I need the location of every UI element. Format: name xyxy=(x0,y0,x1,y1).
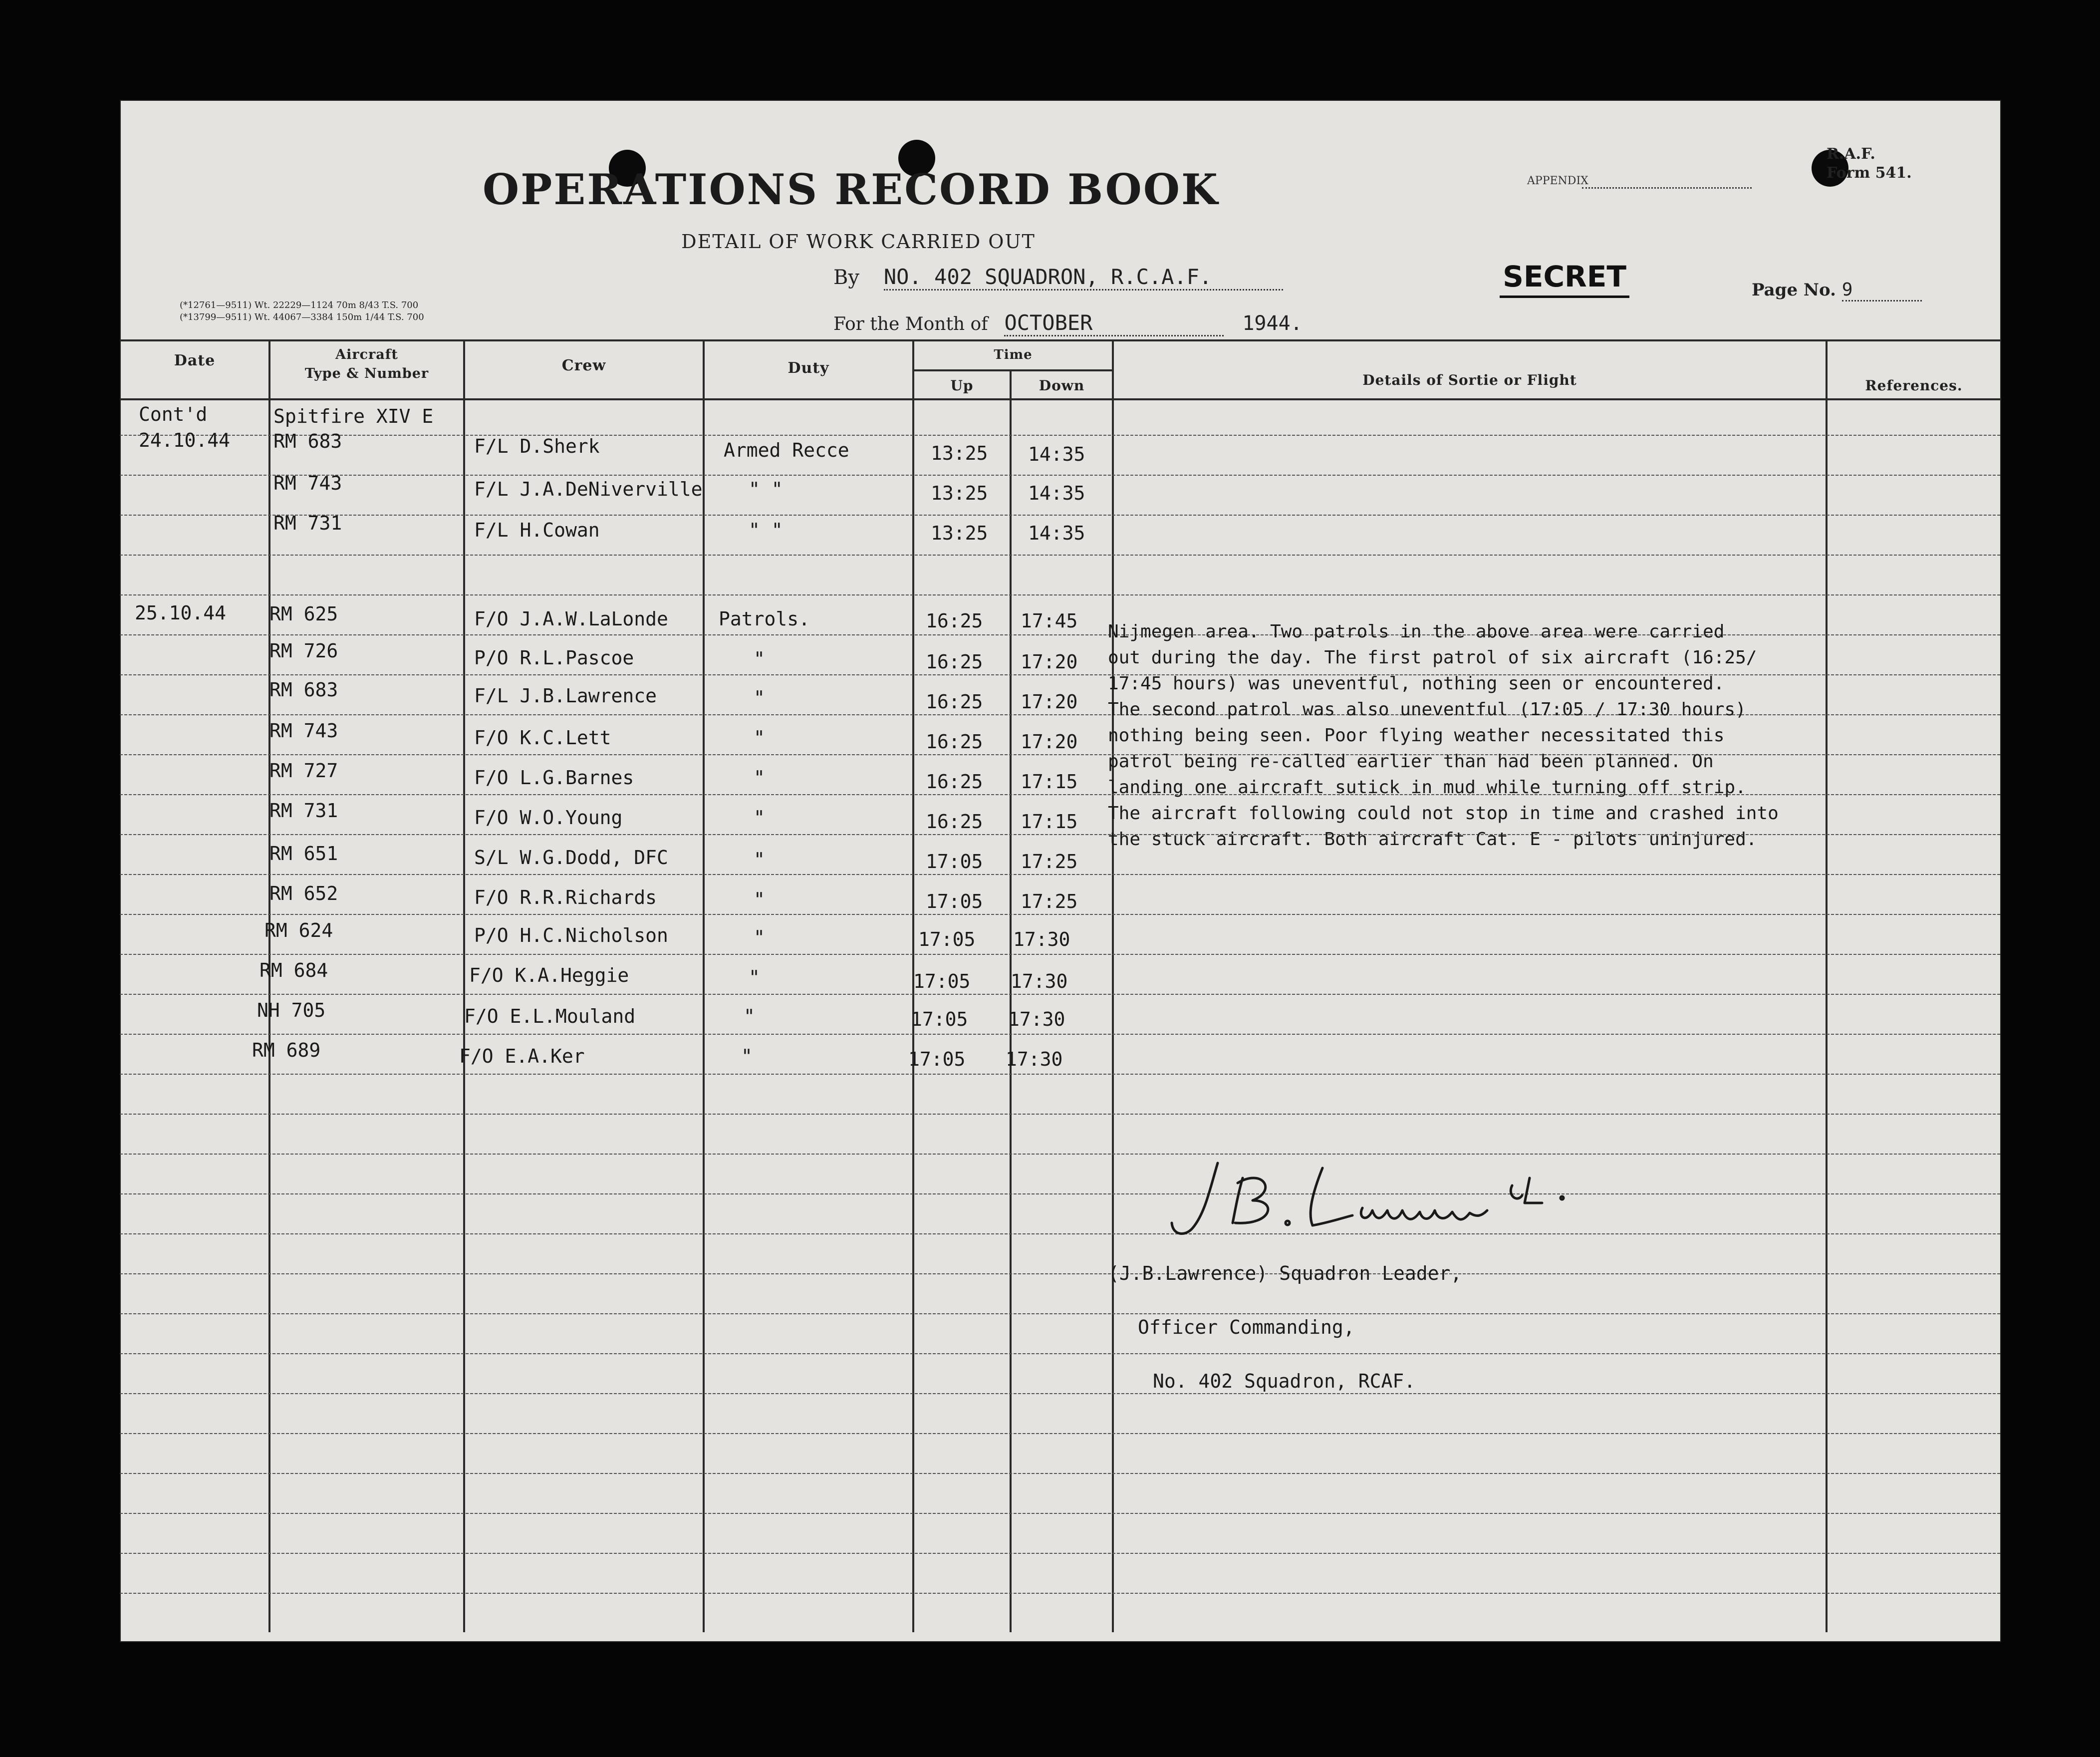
form-reference-line2: Form 541. xyxy=(1827,164,1912,182)
time-down-cell: 17:20 xyxy=(1021,731,1078,753)
time-down-cell: 17:25 xyxy=(1021,890,1078,912)
duty-cell: " xyxy=(754,687,765,709)
aircraft-cell: RM 731 xyxy=(269,800,338,822)
crew-cell: F/L J.B.Lawrence xyxy=(474,685,657,707)
duty-cell: " xyxy=(744,1005,755,1027)
duty-cell: " xyxy=(754,926,765,948)
month-value: OCTOBER xyxy=(1004,310,1224,336)
date-cell: 24.10.44 xyxy=(139,429,231,451)
duty-cell: " xyxy=(754,849,765,871)
sortie-details: Nijmegen area. Two patrols in the above area were carried out during the day. The first patrol of six aircraft (16:25/ 17:45 hours) was uneventful, nothing seen or encountered. The second patrol was also uneventful (17:05 / 17:30 hours) nothing being seen. Poor flying weather necessitated this patrol being re-called earlier than had been planned. On landing one aircraft sutick in mud while turning off strip. The aircraft following could not stop in time and crashed into the stuck aircraft. Both aircraft Cat. E - pilots uninjured. xyxy=(1108,621,1779,850)
aircraft-cell: RM 683 xyxy=(269,679,338,701)
duty-cell: Patrols. xyxy=(719,608,810,630)
time-up-cell: 16:25 xyxy=(926,691,983,713)
time-down-cell: 17:30 xyxy=(1013,928,1070,950)
crew-cell: P/O H.C.Nicholson xyxy=(474,924,668,946)
aircraft-cell: RM 743 xyxy=(269,720,338,742)
aircraft-cell: NH 705 xyxy=(257,999,326,1021)
time-up-cell: 17:05 xyxy=(918,928,976,950)
duty-cell: " xyxy=(754,807,765,829)
column-header-duty: Duty xyxy=(788,359,829,377)
aircraft-cell: RM 743 xyxy=(273,472,342,494)
crew-cell: F/O E.A.Ker xyxy=(459,1045,585,1067)
crew-cell: F/O J.A.W.LaLonde xyxy=(474,608,668,630)
aircraft-cell: RM 684 xyxy=(260,959,328,981)
time-up-cell: 17:05 xyxy=(926,851,983,873)
crew-cell: F/O K.C.Lett xyxy=(474,727,611,749)
page-subtitle: DETAIL OF WORK CARRIED OUT xyxy=(681,231,1036,253)
time-up-cell: 13:25 xyxy=(931,482,988,504)
column-header-time: Time xyxy=(994,347,1033,362)
time-up-cell: 17:05 xyxy=(911,1008,968,1030)
month-label: For the Month of xyxy=(833,314,988,334)
aircraft-cell: RM 683 xyxy=(273,430,342,452)
aircraft-cell: RM 651 xyxy=(269,843,338,865)
by-label: By xyxy=(833,266,859,289)
signatory-unit: No. 402 Squadron, RCAF. xyxy=(1153,1370,1416,1392)
appendix-label: APPENDIX xyxy=(1527,175,1588,187)
date-cell: 25.10.44 xyxy=(135,602,227,624)
form-reference-line1: R.A.F. xyxy=(1827,145,1875,163)
time-up-cell: 17:05 xyxy=(926,890,983,912)
time-up-cell: 13:25 xyxy=(931,442,988,464)
time-down-cell: 17:30 xyxy=(1006,1048,1063,1070)
aircraft-cell: RM 652 xyxy=(269,882,338,904)
record-sheet xyxy=(120,100,2001,1642)
column-header-crew: Crew xyxy=(561,357,606,374)
time-down-cell: 17:15 xyxy=(1021,771,1078,793)
crew-cell: F/O W.O.Young xyxy=(474,807,623,829)
unit-name: NO. 402 SQUADRON, R.C.A.F. xyxy=(884,265,1283,291)
column-header-date: Date xyxy=(174,352,216,369)
column-header-details: Details of Sortie or Flight xyxy=(1362,372,1577,388)
page-number-label: Page No. xyxy=(1752,280,1836,300)
date-continued: Cont'd xyxy=(139,403,208,425)
duty-cell: " xyxy=(754,888,765,910)
aircraft-type-cell: Spitfire XIV E xyxy=(273,405,434,427)
time-down-cell: 17:30 xyxy=(1008,1008,1065,1030)
crew-cell: F/L H.Cowan xyxy=(474,519,600,541)
signatory-name: (J.B.Lawrence) Squadron Leader, xyxy=(1108,1262,1462,1284)
column-header-aircraft-line2: Type & Number xyxy=(304,366,429,381)
time-up-cell: 16:25 xyxy=(926,731,983,753)
crew-cell: F/O K.A.Heggie xyxy=(469,964,629,986)
crew-cell: P/O R.L.Pascoe xyxy=(474,647,634,669)
duty-cell: " xyxy=(754,767,765,789)
time-up-cell: 13:25 xyxy=(931,522,988,544)
duty-cell: Armed Recce xyxy=(724,439,849,461)
aircraft-cell: RM 625 xyxy=(269,603,338,625)
duty-cell: " " xyxy=(749,519,783,541)
print-code-1: (*12761—9511) Wt. 22229—1124 70m 8/43 T.S. 700 xyxy=(180,300,419,310)
year-value: 1944. xyxy=(1242,312,1303,335)
time-down-cell: 14:35 xyxy=(1028,522,1085,544)
column-header-down: Down xyxy=(1039,377,1085,394)
handwritten-signature xyxy=(1163,1148,1572,1243)
column-header-aircraft xyxy=(269,345,464,383)
aircraft-cell: RM 731 xyxy=(273,512,342,534)
classification-stamp: SECRET xyxy=(1500,260,1629,298)
crew-cell: F/L J.A.DeNiverville xyxy=(474,478,703,500)
time-up-cell: 17:05 xyxy=(913,970,971,992)
time-down-cell: 14:35 xyxy=(1028,443,1085,465)
crew-cell: S/L W.G.Dodd, DFC xyxy=(474,847,668,869)
page-title: OPERATIONS RECORD BOOK xyxy=(482,165,1220,214)
column-header-aircraft-line1: Aircraft xyxy=(335,347,398,362)
signature-block xyxy=(1108,1233,1462,1422)
time-up-cell: 16:25 xyxy=(926,651,983,673)
time-down-cell: 17:25 xyxy=(1021,851,1078,873)
time-up-cell: 16:25 xyxy=(926,771,983,793)
crew-cell: F/O L.G.Barnes xyxy=(474,767,634,789)
time-down-cell: 17:15 xyxy=(1021,811,1078,833)
time-up-cell: 17:05 xyxy=(908,1048,966,1070)
column-header-references: References. xyxy=(1865,377,1963,394)
time-up-cell: 16:25 xyxy=(926,610,983,632)
crew-cell: F/O R.R.Richards xyxy=(474,886,657,908)
duty-cell: " " xyxy=(749,478,783,500)
aircraft-cell: RM 726 xyxy=(269,640,338,662)
duty-cell: " xyxy=(754,648,765,670)
aircraft-cell: RM 624 xyxy=(264,919,333,941)
duty-cell: " xyxy=(741,1045,753,1067)
time-up-cell: 16:25 xyxy=(926,811,983,833)
aircraft-cell: RM 727 xyxy=(269,760,338,782)
duty-cell: " xyxy=(754,727,765,749)
print-code-2: (*13799—9511) Wt. 44067—3384 150m 1/44 T.S. 700 xyxy=(180,312,424,323)
signatory-role: Officer Commanding, xyxy=(1138,1316,1355,1338)
duty-cell: " xyxy=(749,966,760,988)
page-number-value: 9 xyxy=(1842,280,1922,301)
crew-cell: F/L D.Sherk xyxy=(474,435,600,457)
aircraft-cell: RM 689 xyxy=(252,1039,321,1061)
time-down-cell: 17:20 xyxy=(1021,651,1078,673)
time-down-cell: 14:35 xyxy=(1028,482,1085,504)
time-down-cell: 17:30 xyxy=(1011,970,1068,992)
crew-cell: F/O E.L.Mouland xyxy=(464,1005,636,1027)
column-header-up: Up xyxy=(950,377,974,394)
time-down-cell: 17:45 xyxy=(1021,610,1078,632)
time-down-cell: 17:20 xyxy=(1021,691,1078,713)
